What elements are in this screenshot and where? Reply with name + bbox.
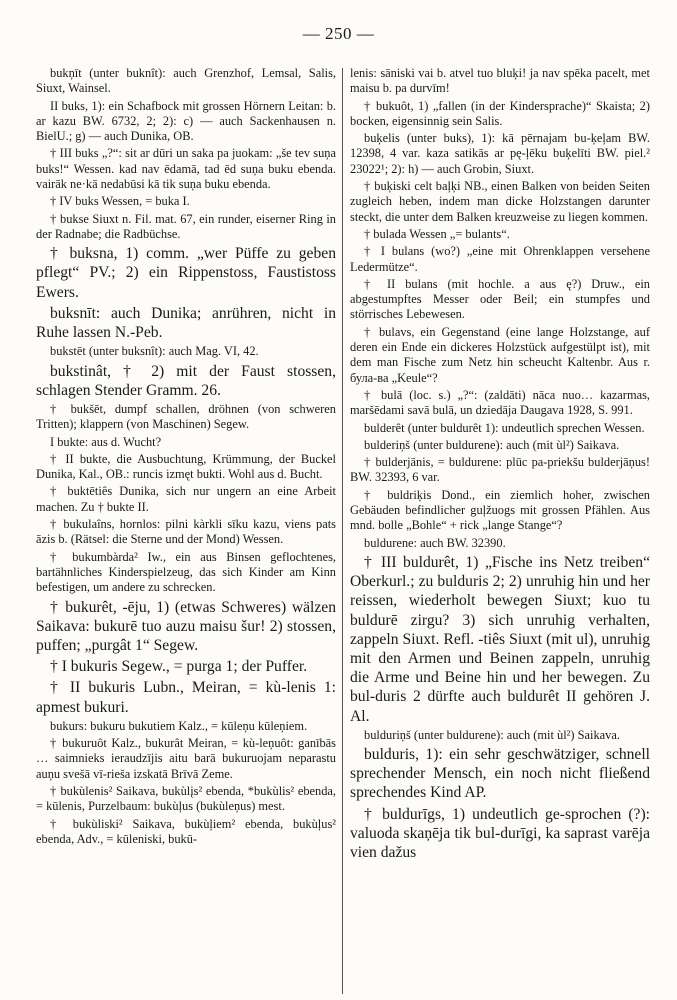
dictionary-entry: bukstēt (unter buksnît): auch Mag. VI, 42. (50, 344, 259, 359)
dictionary-entry: † buldriķis Dond., ein ziemlich hoher, zwischen Gebäuden befindlicher guļžuogs mit grossen Pfählen. Aus mnd. bolle „Bohle“ + rick „lange Stange“? (350, 487, 650, 533)
page-number: — 250 — (302, 24, 375, 43)
dictionary-entry: † III buldurêt, 1) „Fische ins Netz treiben“ Oberkurl.; zu bulduris 2; 2) unruhig hin und her reissen, wiederholt bewegen Siuxt; kuo tu buldurē zirgu? 3) sich unruhig verhalten, zappeln Siuxt. Refl. -tiês Siuxt (mit ul), unruhig mit den Armen und Beinen zappeln, unruhig die Arme und Beine hin und her bewegen. Zu bul-duris 2 dürfte auch buldurêt II gehören J. Al. (350, 553, 650, 725)
dictionary-entry: lenis: sāniski vai b. atvel tuo bluķi! ja nav spēka pacelt, met maisu b. pa durvīm! (350, 66, 650, 96)
dictionary-entry: † bulada Wessen „= bulants“. (364, 226, 510, 241)
dictionary-entry: † II bulans (mit hochle. a aus ę?) Druw., ein abgestumpftes Messer oder Beil; ein stumpfes und störrisches Lebewesen. (350, 276, 650, 322)
column-divider (342, 68, 343, 994)
left-column (36, 66, 336, 1000)
dictionary-entry: bulderêt (unter buldurêt 1): undeutlich sprechen Wessen. (364, 420, 645, 435)
right-column (350, 66, 650, 1000)
dictionary-entry: † bulā (loc. s.) „?“: (zaldāti) nāca nuo… kazarmas, maršēdami savā bulā, un dziedāja Daugava 1928, S. 991. (350, 387, 650, 418)
dictionary-entry: † bukumbàrda² Iw., ein aus Binsen geflochtenes, bartähnliches Kinderspielzeug, das sich Kinder am Kinn befestigen, um andere zu schrecken. (36, 549, 336, 595)
dictionary-entry: bulduriņš (unter buldurene): auch (mit ùl²) Saikava. (364, 727, 620, 742)
dictionary-entry: bulderiņš (unter buldurene): auch (mit ùl²) Saikava. (364, 437, 620, 452)
dictionary-entry: † I bulans (wo?) „eine mit Ohrenklappen versehene Ledermütze“. (350, 244, 650, 274)
dictionary-entry: † bukse Siuxt n. Fil. mat. 67, ein runder, eiserner Ring in der Radnabe; die Radbüchse. (36, 211, 336, 241)
dictionary-entry: buķelis (unter buks), 1): kā pērnajam bu-ķeļam BW. 12398, 4 var. kaza satikās ar pę-ļēku buķelīti BW. piel.² 23022¹; 2): h) — auch Grobin, Siuxt. (350, 131, 650, 176)
dictionary-entry: † bukùlenis² Saikava, bukùlįs² ebenda, *bukùlis² ebenda, = kūlenis, Purzelbaum: bukùļus (bukùleņus) mest. (36, 783, 336, 814)
dictionary-entry: † buldurīgs, 1) undeutlich ge-sprochen (?): valuoda skaņēja tik bul-durīgi, ka saprast varēja vien dažus (350, 805, 650, 862)
dictionary-entry: bukstinât, † 2) mit der Faust stossen, schlagen Stender Gramm. 26. (36, 362, 336, 399)
dictionary-entry: † bukuruôt Kalz., bukurât Meiran, = kù-leņuôt: ganībās … saimnieks ieraudzījis aitu barā bukuruojam neparastu auņu svešā vī-riešа izskatā Brīvā Zeme. (36, 736, 336, 781)
dictionary-entry: † bukurêt, -ēju, 1) (etwas Schweres) wälzen Saikava: bukurē tuo auzu maisu šur! 2) stossen, puffen; „purgât 1“ Segew. (36, 598, 336, 654)
dictionary-entry: † II bukuris Lubn., Meiran, = kù-lenis 1: apmest bukuri. (36, 679, 336, 716)
dictionary-entry: † bukšēt, dumpf schallen, dröhnen (von schweren Tritten); klappern (von Maschinen) Segew. (36, 401, 336, 432)
dictionary-entry: bulduris, 1): ein sehr geschwätziger, schnell sprechender Mensch, ein noch nicht fließend sprechendes Kind AP. (350, 746, 650, 802)
dictionary-entry: † IV buks Wessen, = buka I. (50, 194, 190, 209)
dictionary-entry: buksnīt: auch Dunika; anrühren, nicht in Ruhe lassen N.-Peb. (36, 304, 336, 342)
dictionary-entry: † bukùliski² Saikava, bukùļiem² ebenda, bukùļus² ebenda, Adv., = kūleniski, bukū- (36, 816, 336, 846)
dictionary-entry: bukurs: bukuru bukutiem Kalz., = kūleņu kūleņiem. (50, 718, 308, 733)
dictionary-entry: II buks, 1): ein Schafbock mit grossen Hörnern Leitan: b. ar kazu BW. 6732, 2; 2): c) — auch Sackenhausen n. BielU.; g) — auch Dunika, OB. (36, 98, 336, 144)
dictionary-entry: buldurene: auch BW. 32390. (364, 535, 506, 550)
dictionary-entry: † bukulaîns, hornlos: pilni kàrkli sīku kazu, viens pats āzis b. (Rätsel: die Sterne und der Mond) Wessen. (36, 517, 336, 547)
dictionary-entry: † bukuôt, 1) „fallen (in der Kindersprache)“ Skaista; 2) bocken, eigensinnig sein Salis. (350, 98, 650, 128)
dictionary-entry: I bukte: aus d. Wucht? (50, 434, 162, 449)
dictionary-entry: † buktētiês Dunika, sich nur ungern an eine Arbeit machen. Zu † bukte II. (36, 484, 336, 514)
dictionary-entry: † III buks „?“: sit ar dūri un saka pa juokam: „še tev suņa buks!“ Wessen. kad nav ēdamā, tad ēd suņa buku ebenda. vairāk ne·kā nedabūsi kā tik suņa buku ebenda. (36, 146, 336, 192)
dictionary-entry: † buksna, 1) comm. „wer Püffe zu geben pflegt“ PV.; 2) ein Rippenstoss, Faustistoss Ewers. (36, 245, 336, 301)
dictionary-entry: † I bukuris Segew., = purga 1; der Puffer. (50, 658, 308, 676)
dictionary-entry: † bulderjānis, = buldurene: plūc pa-priekšu bulderjāņus! BW. 32393, 6 var. (350, 455, 650, 485)
dictionary-entry: bukņīt (unter buknît): auch Grenzhof, Lemsal, Salis, Siuxt, Wainsel. (36, 66, 336, 96)
dictionary-entry: † II bukte, die Ausbuchtung, Krümmung, der Buckel Dunika, Kal., OB.: runcis izmęt bukti. Wohl aus d. Bucht. (36, 451, 336, 482)
dictionary-entry: † bulavs, ein Gegenstand (eine lange Holzstange, auf deren ein Ende ein dickeres Holzstück aufgestülpt ist), mit dem man Fische zum Netz hin scheucht Kaltenbr. Aus r. була-ва „Keule“? (350, 324, 650, 385)
dictionary-entry: † buķiski celt baļķi NB., einen Balken von beiden Seiten zugleich heben, indem man dicke Holzstangen darunter steckt, die unter dem Balken kreuzweise zu liegen kommen. (350, 179, 650, 224)
